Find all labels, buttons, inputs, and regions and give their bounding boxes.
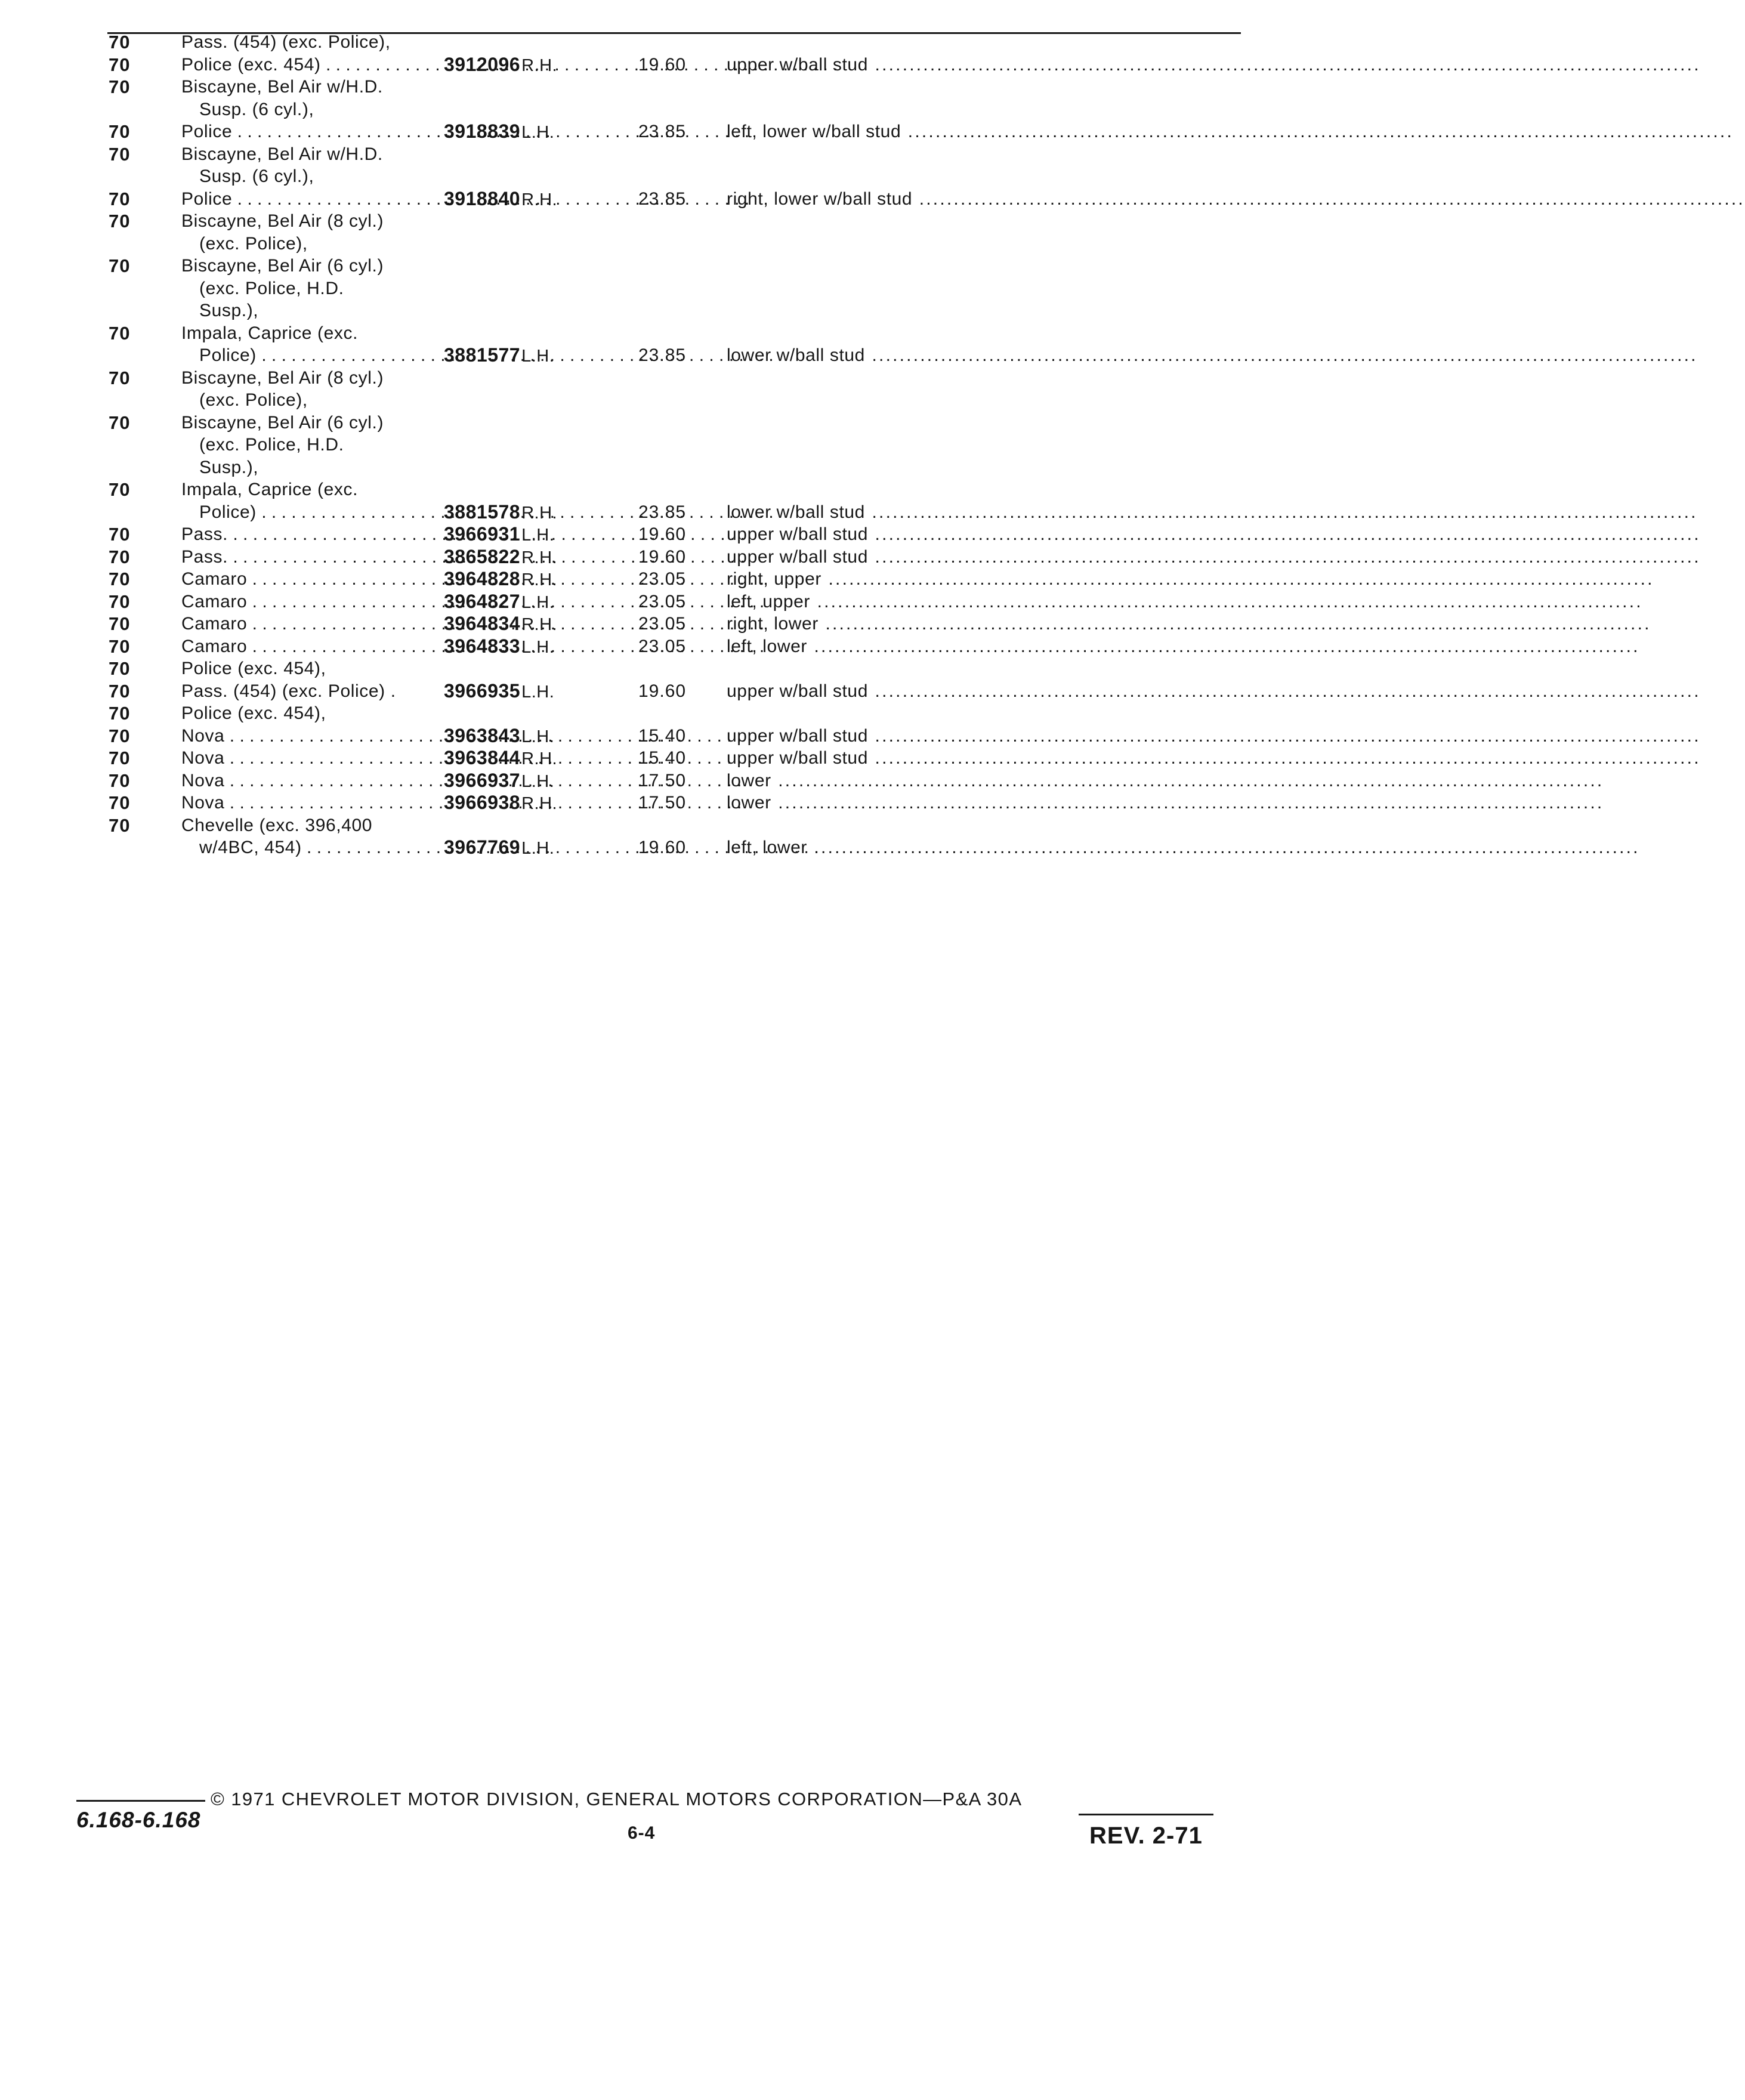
part-number: [444, 770, 554, 793]
model-year: 70: [109, 255, 131, 276]
model-year: 70: [109, 725, 131, 746]
side-designation: R.H.: [521, 794, 558, 813]
footer-rule-right: [1079, 1814, 1213, 1815]
list-price: 19.60: [638, 681, 687, 701]
parts-row: [0, 590, 1643, 613]
application-text: (exc. Police, H.D.: [199, 435, 344, 455]
application-text: Biscayne, Bel Air w/H.D.: [181, 77, 383, 97]
dot-leader: ........................................................................................................................: [864, 502, 1698, 522]
dot-leader: ........................................................................................................................: [821, 569, 1654, 589]
parts-row: [0, 747, 1701, 770]
application-text: Police) . . .: [181, 502, 774, 522]
application-text: Police (exc. 454) . . .: [181, 55, 838, 75]
parts-row: [0, 792, 1604, 814]
application-text: (exc. Police, H.D.: [199, 278, 344, 298]
application-cell: [181, 322, 432, 345]
application-text: Police (exc. 454),: [181, 703, 326, 723]
parts-row: [0, 165, 1508, 188]
page-number: 6-4: [628, 1823, 656, 1843]
part-number-value: 3964833: [444, 635, 521, 657]
application-cell: [181, 76, 432, 98]
list-price: 19.60: [638, 524, 687, 544]
application-text: Susp.),: [199, 301, 259, 320]
application-cell: [181, 434, 432, 456]
side-designation: L.H.: [521, 592, 555, 612]
parts-row: [0, 478, 1508, 501]
part-description: [727, 792, 1604, 814]
parts-row: [0, 98, 1508, 121]
application-cell: [181, 635, 432, 658]
model-year: 70: [109, 121, 131, 142]
application-text: Camaro . . .: [181, 637, 764, 656]
part-number-value: 3964834: [444, 613, 521, 634]
part-description-text: upper w/ball stud: [727, 725, 869, 746]
side-designation: L.H.: [521, 637, 555, 657]
part-number: [444, 344, 554, 368]
parts-row: [0, 501, 1698, 524]
part-description-text: left, lower: [727, 636, 807, 656]
model-year: 70: [109, 569, 131, 589]
part-description: [727, 121, 1734, 143]
part-description: [727, 613, 1651, 635]
part-number-value: 3966935: [444, 680, 521, 702]
part-description: [727, 770, 1604, 792]
application-text: Camaro . . .: [181, 569, 764, 589]
part-description: [727, 523, 1701, 546]
part-description: [727, 747, 1701, 770]
application-cell: [181, 98, 432, 121]
part-number-value: 3912096: [444, 53, 521, 75]
list-price: 23.85: [638, 122, 687, 141]
application-text: w/4BC, 454) . . .: [181, 838, 819, 857]
side-designation: R.H.: [521, 55, 558, 75]
parts-row: [0, 31, 1508, 54]
application-cell: [181, 277, 432, 300]
application-cell: [181, 702, 432, 725]
part-description-text: right, lower: [727, 614, 819, 634]
list-price: 15.40: [638, 748, 687, 768]
side-designation: L.H.: [521, 727, 555, 746]
application-text: Camaro . . .: [181, 614, 764, 634]
parts-row: [0, 434, 1508, 456]
model-year: 70: [109, 322, 131, 344]
section-code: 6.168-6.168: [76, 1808, 201, 1832]
dot-leader: ........................................................................................................................: [912, 189, 1745, 209]
application-text: Police (exc. 454),: [181, 659, 326, 678]
model-year: 70: [109, 76, 131, 97]
model-year: 70: [109, 635, 131, 657]
parts-row: [0, 210, 1508, 233]
part-number: [444, 836, 554, 860]
model-year: 70: [109, 54, 131, 75]
side-designation: L.H.: [521, 839, 555, 858]
part-description-text: upper w/ball stud: [727, 546, 869, 567]
part-number-value: 3881578: [444, 501, 521, 523]
part-number: [444, 591, 554, 614]
list-price: 19.60: [638, 546, 687, 567]
dot-leader: ........................................................................................................................: [771, 770, 1604, 790]
model-year: 70: [109, 613, 131, 634]
application-text: Susp. (6 cyl.),: [199, 99, 314, 119]
application-cell: [181, 54, 432, 76]
application-cell: [181, 770, 432, 792]
parts-row: [0, 769, 1604, 792]
application-cell: [181, 165, 432, 188]
part-number-value: 3963844: [444, 747, 521, 768]
part-description-text: right, lower w/ball stud: [727, 189, 913, 209]
application-text: (exc. Police),: [199, 233, 308, 254]
application-text: Police) . . .: [181, 345, 774, 365]
dot-leader: ........................................................................................................................: [868, 681, 1701, 701]
parts-row: [0, 635, 1640, 658]
application-text: Biscayne, Bel Air (8 cyl.): [181, 211, 384, 231]
dot-leader: ........................................................................................................................: [771, 793, 1604, 813]
part-description: [727, 568, 1654, 591]
dot-leader: ........................................................................................................................: [868, 524, 1701, 544]
application-text: Susp.),: [199, 457, 259, 477]
application-cell: [181, 233, 432, 255]
parts-row: [0, 613, 1651, 635]
parts-row: [0, 389, 1508, 412]
model-year: 70: [109, 211, 131, 231]
part-description-text: upper w/ball stud: [727, 681, 869, 701]
side-designation: R.H.: [521, 749, 558, 768]
part-number: [444, 121, 554, 144]
part-description-text: upper w/ball stud: [727, 54, 869, 75]
model-year: 70: [109, 546, 131, 567]
model-year: 70: [109, 658, 131, 679]
part-number-value: 3964827: [444, 590, 521, 612]
parts-row: [0, 523, 1701, 546]
parts-row: [0, 299, 1508, 322]
part-description-text: lower: [727, 770, 771, 790]
parts-row: [0, 344, 1698, 367]
dot-leader: ........................................................................................................................: [864, 345, 1698, 365]
parts-row: [0, 412, 1508, 434]
part-description-text: left, lower w/ball stud: [727, 122, 901, 141]
parts-row: [0, 121, 1734, 143]
part-number: [444, 792, 557, 816]
parts-list: [0, 31, 1745, 859]
application-text: Police . . .: [181, 189, 749, 209]
application-text: Nova . . .: [181, 793, 742, 813]
part-number: [444, 635, 554, 659]
application-cell: [181, 188, 432, 211]
side-designation: R.H.: [521, 190, 558, 209]
parts-row: [0, 322, 1508, 345]
application-text: Biscayne, Bel Air w/H.D.: [181, 144, 383, 164]
side-designation: L.H.: [521, 123, 555, 142]
model-year: 70: [109, 32, 131, 52]
model-year: 70: [109, 680, 131, 702]
parts-row: [0, 233, 1508, 255]
parts-row: [0, 724, 1701, 748]
application-cell: [181, 814, 432, 837]
part-number-value: 3964828: [444, 568, 521, 589]
part-description: [727, 546, 1701, 569]
application-cell: [181, 389, 432, 412]
application-text: Biscayne, Bel Air (8 cyl.): [181, 368, 384, 388]
list-price: 23.05: [638, 569, 687, 589]
list-price: 23.05: [638, 636, 687, 656]
dot-leader: ........................................................................................................................: [807, 636, 1640, 656]
copyright-notice: © 1971 CHEVROLET MOTOR DIVISION, GENERAL MOTORS CORPORATION—P&A 30A: [211, 1789, 1023, 1809]
parts-row: [0, 657, 1508, 680]
model-year: 70: [109, 814, 131, 836]
part-description-text: lower w/ball stud: [727, 502, 865, 522]
side-designation: R.H.: [521, 503, 558, 523]
parts-row: [0, 836, 1640, 859]
part-description: [727, 680, 1701, 703]
application-text: Biscayne, Bel Air (6 cyl.): [181, 256, 384, 276]
application-cell: [181, 501, 432, 524]
part-description-text: upper w/ball stud: [727, 748, 869, 768]
part-description: [727, 344, 1698, 367]
application-cell: [181, 613, 432, 635]
application-text: Nova . . .: [181, 748, 742, 768]
list-price: 23.05: [638, 614, 687, 634]
part-description: [727, 54, 1701, 76]
application-text: Biscayne, Bel Air (6 cyl.): [181, 412, 384, 433]
application-cell: [181, 546, 432, 569]
model-year: 70: [109, 770, 131, 791]
application-cell: [181, 456, 432, 479]
model-year: 70: [109, 591, 131, 612]
parts-row: [0, 76, 1508, 98]
part-number: [444, 501, 557, 525]
side-designation: R.H.: [521, 570, 558, 589]
application-text: Pass. . . .: [181, 524, 745, 544]
part-description: [727, 591, 1643, 613]
parts-row: [0, 702, 1508, 725]
part-description-text: lower w/ball stud: [727, 345, 865, 365]
part-number-value: 3966931: [444, 523, 521, 545]
model-year: 70: [109, 188, 131, 209]
model-year: 70: [109, 703, 131, 724]
part-description: [727, 501, 1698, 524]
parts-row: [0, 143, 1508, 166]
model-year: 70: [109, 143, 131, 165]
application-cell: [181, 725, 432, 748]
part-number: [444, 613, 557, 637]
application-text: (exc. Police),: [199, 390, 308, 410]
part-number: [444, 523, 554, 547]
parts-row: [0, 545, 1701, 569]
list-price: 23.85: [638, 345, 687, 365]
list-price: 19.60: [638, 838, 687, 857]
parts-row: [0, 367, 1508, 390]
part-number: [444, 54, 557, 78]
application-text: Pass. (454) (exc. Police),: [181, 32, 391, 52]
part-description-text: left, lower: [727, 838, 807, 857]
model-year: 70: [109, 792, 131, 813]
part-number-value: 3966937: [444, 769, 521, 791]
parts-row: [0, 187, 1745, 211]
application-cell: [181, 143, 432, 166]
parts-row: [0, 53, 1701, 76]
dot-leader: ........................................................................................................................: [868, 546, 1701, 567]
application-cell: [181, 31, 432, 54]
dot-leader: ........................................................................................................................: [818, 614, 1651, 634]
part-number-value: 3963843: [444, 724, 521, 746]
parts-row: [0, 568, 1654, 591]
application-text: Police . . .: [181, 122, 749, 141]
model-year: 70: [109, 367, 131, 388]
part-number: [444, 747, 557, 771]
side-designation: L.H.: [521, 682, 555, 702]
application-text: Susp. (6 cyl.),: [199, 166, 314, 186]
list-price: 23.85: [638, 189, 687, 209]
application-cell: [181, 121, 432, 143]
part-description-text: upper w/ball stud: [727, 524, 869, 544]
dot-leader: ........................................................................................................................: [807, 838, 1640, 857]
parts-row: [0, 814, 1508, 837]
application-text: Nova . . .: [181, 771, 742, 790]
list-price: 23.85: [638, 502, 687, 522]
application-cell: [181, 792, 432, 814]
list-price: 17.50: [638, 793, 687, 813]
parts-row: [0, 255, 1508, 277]
dot-leader: ........................................................................................................................: [868, 748, 1701, 768]
application-text: Camaro . . .: [181, 592, 764, 612]
parts-row: [0, 456, 1508, 479]
part-number: [444, 188, 557, 212]
application-text: Pass. (454) (exc. Police) .: [181, 681, 396, 701]
part-description-text: right, upper: [727, 569, 821, 589]
application-cell: [181, 680, 432, 703]
list-price: 17.50: [638, 770, 687, 790]
part-number-value: 3918839: [444, 121, 521, 142]
application-cell: [181, 367, 432, 390]
application-cell: [181, 344, 432, 367]
application-cell: [181, 657, 432, 680]
part-description: [727, 725, 1701, 748]
dot-leader: ........................................................................................................................: [868, 54, 1701, 75]
application-text: Impala, Caprice (exc.: [181, 323, 359, 343]
application-cell: [181, 523, 432, 546]
part-number-value: 3881577: [444, 344, 521, 366]
parts-row: [0, 680, 1701, 703]
side-designation: L.H.: [521, 771, 555, 791]
part-number: [444, 680, 554, 704]
application-cell: [181, 747, 432, 770]
part-number: [444, 568, 557, 592]
side-designation: R.H.: [521, 548, 558, 567]
revision-label: REV. 2-71: [1089, 1823, 1203, 1849]
application-cell: [181, 412, 432, 434]
model-year: 70: [109, 412, 131, 433]
part-number-value: 3966938: [444, 792, 521, 813]
footer-rule-left: [76, 1800, 205, 1802]
dot-leader: ........................................................................................................................: [868, 725, 1701, 746]
dot-leader: ........................................................................................................................: [901, 122, 1734, 141]
application-cell: [181, 210, 432, 233]
application-text: Impala, Caprice (exc.: [181, 480, 359, 499]
application-cell: [181, 478, 432, 501]
model-year: 70: [109, 524, 131, 545]
side-designation: L.H.: [521, 347, 555, 366]
part-description: [727, 635, 1640, 658]
application-cell: [181, 568, 432, 591]
application-cell: [181, 299, 432, 322]
part-number: [444, 725, 554, 749]
dot-leader: ........................................................................................................................: [810, 591, 1643, 612]
parts-row: [0, 277, 1508, 300]
part-number: [444, 546, 557, 570]
application-cell: [181, 836, 432, 859]
part-number-value: 3918840: [444, 187, 521, 209]
side-designation: L.H.: [521, 526, 555, 545]
application-text: Nova . . .: [181, 726, 742, 746]
application-cell: [181, 591, 432, 613]
list-price: 23.05: [638, 591, 687, 612]
model-year: 70: [109, 479, 131, 500]
application-cell: [181, 255, 432, 277]
part-description-text: left, upper: [727, 591, 811, 612]
side-designation: R.H.: [521, 615, 558, 634]
part-number-value: 3967769: [444, 836, 521, 858]
list-price: 15.40: [638, 725, 687, 746]
part-description: [727, 188, 1745, 211]
application-text: Pass. . . .: [181, 547, 745, 567]
application-text: Chevelle (exc. 396,400: [181, 815, 373, 835]
part-number-value: 3865822: [444, 545, 521, 567]
part-description: [727, 836, 1640, 859]
model-year: 70: [109, 748, 131, 768]
list-price: 19.60: [638, 54, 687, 75]
part-description-text: lower: [727, 793, 771, 813]
